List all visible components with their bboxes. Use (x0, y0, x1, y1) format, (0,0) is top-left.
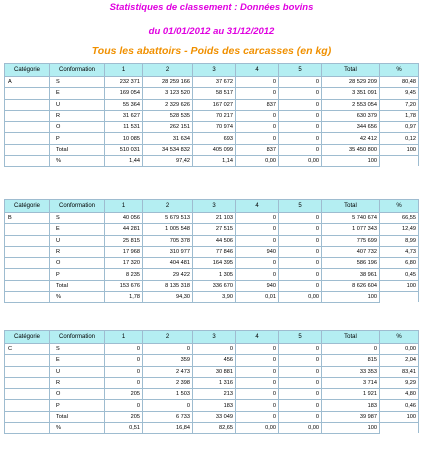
category-cell (5, 133, 50, 144)
value-cell: 0 (105, 377, 143, 388)
value-cell: 0,00 (236, 423, 279, 434)
value-cell: 528 535 (143, 110, 193, 121)
value-cell: 0 (279, 258, 322, 269)
value-cell: 775 699 (322, 235, 380, 246)
column-header: 5 (279, 200, 322, 213)
value-cell: 2 473 (143, 366, 193, 377)
value-cell: 0 (236, 258, 279, 269)
value-cell: 344 656 (322, 122, 380, 133)
value-cell: 0 (279, 366, 322, 377)
value-cell: 0 (193, 344, 236, 355)
value-cell: 0,12 (380, 133, 419, 144)
column-header: 1 (105, 64, 143, 77)
value-cell: 37 672 (193, 77, 236, 88)
table-header-row (5, 64, 419, 77)
value-cell: 0 (105, 366, 143, 377)
value-cell: 0 (236, 355, 279, 366)
column-header: % (380, 200, 419, 213)
table-row (5, 280, 419, 291)
value-cell: 4,80 (380, 389, 419, 400)
value-cell: 837 (236, 99, 279, 110)
value-cell: 169 054 (105, 88, 143, 99)
value-cell: 7,20 (380, 99, 419, 110)
column-header: 1 (105, 200, 143, 213)
category-cell: B (5, 213, 50, 224)
value-cell: 310 977 (143, 246, 193, 257)
value-cell: 0 (236, 366, 279, 377)
value-cell: 0 (105, 344, 143, 355)
value-cell: 0 (236, 224, 279, 235)
value-cell: 0 (279, 235, 322, 246)
value-cell: 5 679 513 (143, 213, 193, 224)
conformation-cell: P (50, 400, 105, 411)
value-cell: 6 733 (143, 411, 193, 422)
value-cell: 97,42 (143, 156, 193, 167)
category-cell: A (5, 77, 50, 88)
column-header: 1 (105, 331, 143, 344)
value-cell: 0 (279, 99, 322, 110)
value-cell: 0,01 (236, 292, 279, 303)
value-cell: 8 235 (105, 269, 143, 280)
value-cell: 100 (322, 156, 380, 167)
value-cell: 1 921 (322, 389, 380, 400)
conformation-cell: S (50, 213, 105, 224)
column-header: Conformation (50, 64, 105, 77)
value-cell: 0 (236, 122, 279, 133)
category-cell (5, 156, 50, 167)
value-cell: 77 846 (193, 246, 236, 257)
column-header: 3 (193, 331, 236, 344)
value-cell: 16,84 (143, 423, 193, 434)
value-cell: 1 305 (193, 269, 236, 280)
value-cell: 336 670 (193, 280, 236, 291)
conformation-cell: % (50, 156, 105, 167)
value-cell: 3,90 (193, 292, 236, 303)
value-cell: 0,00 (380, 344, 419, 355)
classification-table-b (4, 199, 419, 303)
value-cell: 8 135 318 (143, 280, 193, 291)
classification-table-a (4, 63, 419, 167)
table-row (5, 122, 419, 133)
value-cell: 39 987 (322, 411, 380, 422)
table-row (5, 411, 419, 422)
value-cell: 27 515 (193, 224, 236, 235)
value-cell: 4,73 (380, 246, 419, 257)
value-cell: 705 378 (143, 235, 193, 246)
value-cell: 2 398 (143, 377, 193, 388)
category-cell (5, 224, 50, 235)
table-row (5, 110, 419, 121)
value-cell: 9,45 (380, 88, 419, 99)
value-cell: 21 103 (193, 213, 236, 224)
value-cell: 404 481 (143, 258, 193, 269)
value-cell: 70 974 (193, 122, 236, 133)
value-cell: 815 (322, 355, 380, 366)
value-cell: 8 626 604 (322, 280, 380, 291)
value-cell: 0 (279, 122, 322, 133)
value-cell: 0 (279, 224, 322, 235)
value-cell: 2 553 054 (322, 99, 380, 110)
value-cell: 0 (105, 400, 143, 411)
value-cell: 167 027 (193, 99, 236, 110)
value-cell: 8,99 (380, 235, 419, 246)
conformation-cell: % (50, 423, 105, 434)
value-cell: 2 329 626 (143, 99, 193, 110)
value-cell: 262 151 (143, 122, 193, 133)
value-cell: 153 676 (105, 280, 143, 291)
column-header: 4 (236, 64, 279, 77)
value-cell: 586 196 (322, 258, 380, 269)
value-cell: 25 815 (105, 235, 143, 246)
value-cell: 0 (279, 411, 322, 422)
value-cell: 38 961 (322, 269, 380, 280)
value-cell: 456 (193, 355, 236, 366)
value-cell: 10 085 (105, 133, 143, 144)
value-cell: 0 (236, 110, 279, 121)
value-cell: 0 (279, 88, 322, 99)
value-cell: 1 005 548 (143, 224, 193, 235)
value-cell: 183 (193, 400, 236, 411)
value-cell: 940 (236, 246, 279, 257)
value-cell: 205 (105, 411, 143, 422)
value-cell: 1 077 343 (322, 224, 380, 235)
value-cell: 100 (322, 292, 380, 303)
table-row (5, 77, 419, 88)
table-row (5, 224, 419, 235)
value-cell: 70 217 (193, 110, 236, 121)
value-cell: 0,00 (279, 292, 322, 303)
value-cell: 0 (236, 133, 279, 144)
conformation-cell: U (50, 366, 105, 377)
table-row (5, 355, 419, 366)
table-row (5, 377, 419, 388)
classification-table-c (4, 330, 419, 434)
value-cell: 0 (279, 377, 322, 388)
category-cell (5, 88, 50, 99)
value-cell: 630 379 (322, 110, 380, 121)
value-cell: 0 (236, 88, 279, 99)
value-cell: 0 (236, 235, 279, 246)
category-cell (5, 144, 50, 155)
value-cell: 0 (236, 377, 279, 388)
value-cell: 837 (236, 144, 279, 155)
value-cell: 1,78 (380, 110, 419, 121)
value-cell: 0,00 (236, 156, 279, 167)
value-cell: 82,65 (193, 423, 236, 434)
value-cell: 58 517 (193, 88, 236, 99)
category-cell: C (5, 344, 50, 355)
table-row (5, 213, 419, 224)
value-cell: 1 316 (193, 377, 236, 388)
empty-cell (380, 156, 419, 167)
value-cell: 3 351 091 (322, 88, 380, 99)
conformation-cell: R (50, 110, 105, 121)
conformation-cell: Total (50, 144, 105, 155)
value-cell: 0,00 (279, 423, 322, 434)
value-cell: 0 (279, 269, 322, 280)
value-cell: 2,04 (380, 355, 419, 366)
value-cell: 213 (193, 389, 236, 400)
value-cell: 407 732 (322, 246, 380, 257)
column-header: Catégorie (5, 331, 50, 344)
value-cell: 0 (236, 269, 279, 280)
category-cell (5, 280, 50, 291)
column-header: 2 (143, 200, 193, 213)
conformation-cell: E (50, 355, 105, 366)
value-cell: 28 259 166 (143, 77, 193, 88)
value-cell: 0 (236, 77, 279, 88)
value-cell: 0 (279, 355, 322, 366)
value-cell: 44 506 (193, 235, 236, 246)
value-cell: 29 422 (143, 269, 193, 280)
report-subtitle: Tous les abattoirs - Poids des carcasses (en kg) (91, 45, 332, 57)
table-row (5, 344, 419, 355)
value-cell: 31 627 (105, 110, 143, 121)
value-cell: 0 (279, 133, 322, 144)
column-header: Conformation (50, 331, 105, 344)
report-period: du 01/01/2012 au 31/12/2012 (148, 26, 275, 37)
column-header: 4 (236, 331, 279, 344)
table-row (5, 133, 419, 144)
value-cell: 42 412 (322, 133, 380, 144)
value-cell: 183 (322, 400, 380, 411)
value-cell: 1,44 (105, 156, 143, 167)
column-header: Conformation (50, 200, 105, 213)
value-cell: 44 281 (105, 224, 143, 235)
category-cell (5, 377, 50, 388)
value-cell: 5 740 674 (322, 213, 380, 224)
column-header: 3 (193, 200, 236, 213)
value-cell: 0 (236, 411, 279, 422)
value-cell: 1,78 (105, 292, 143, 303)
column-header: Total (322, 64, 380, 77)
value-cell: 11 531 (105, 122, 143, 133)
table-header-row (5, 331, 419, 344)
value-cell: 66,55 (380, 213, 419, 224)
conformation-cell: R (50, 377, 105, 388)
column-header: % (380, 331, 419, 344)
category-cell (5, 423, 50, 434)
value-cell: 40 056 (105, 213, 143, 224)
table-row (5, 400, 419, 411)
conformation-cell: R (50, 246, 105, 257)
table-row (5, 366, 419, 377)
value-cell: 940 (236, 280, 279, 291)
value-cell: 0 (279, 110, 322, 121)
table-row (5, 269, 419, 280)
value-cell: 232 371 (105, 77, 143, 88)
conformation-cell: U (50, 235, 105, 246)
value-cell: 205 (105, 389, 143, 400)
table-header-row (5, 200, 419, 213)
value-cell: 34 534 832 (143, 144, 193, 155)
conformation-cell: P (50, 133, 105, 144)
value-cell: 0 (279, 213, 322, 224)
value-cell: 100 (322, 423, 380, 434)
value-cell: 9,29 (380, 377, 419, 388)
value-cell: 35 450 800 (322, 144, 380, 155)
value-cell: 94,30 (143, 292, 193, 303)
column-header: % (380, 64, 419, 77)
value-cell: 1 503 (143, 389, 193, 400)
category-cell (5, 389, 50, 400)
value-cell: 55 364 (105, 99, 143, 110)
conformation-cell: % (50, 292, 105, 303)
category-cell (5, 400, 50, 411)
value-cell: 510 031 (105, 144, 143, 155)
conformation-cell: P (50, 269, 105, 280)
table-row (5, 99, 419, 110)
conformation-cell: Total (50, 280, 105, 291)
value-cell: 31 634 (143, 133, 193, 144)
column-header: 2 (143, 64, 193, 77)
conformation-cell: Total (50, 411, 105, 422)
column-header: 4 (236, 200, 279, 213)
empty-cell (380, 292, 419, 303)
conformation-cell: O (50, 389, 105, 400)
percent-row (5, 156, 419, 167)
table-row (5, 235, 419, 246)
category-cell (5, 99, 50, 110)
value-cell: 693 (193, 133, 236, 144)
value-cell: 0 (143, 344, 193, 355)
value-cell: 0 (279, 344, 322, 355)
value-cell: 0 (279, 77, 322, 88)
value-cell: 3 714 (322, 377, 380, 388)
value-cell: 0 (143, 400, 193, 411)
value-cell: 80,48 (380, 77, 419, 88)
table-row (5, 144, 419, 155)
percent-row (5, 423, 419, 434)
value-cell: 0 (236, 213, 279, 224)
value-cell: 0 (279, 400, 322, 411)
column-header: Total (322, 331, 380, 344)
value-cell: 0,97 (380, 122, 419, 133)
value-cell: 100 (380, 144, 419, 155)
column-header: 3 (193, 64, 236, 77)
value-cell: 28 529 209 (322, 77, 380, 88)
value-cell: 0,51 (105, 423, 143, 434)
table-row (5, 389, 419, 400)
value-cell: 12,49 (380, 224, 419, 235)
value-cell: 1,14 (193, 156, 236, 167)
table-row (5, 88, 419, 99)
value-cell: 0 (322, 344, 380, 355)
category-cell (5, 235, 50, 246)
value-cell: 0 (236, 389, 279, 400)
value-cell: 0 (279, 144, 322, 155)
category-cell (5, 355, 50, 366)
value-cell: 0,45 (380, 269, 419, 280)
value-cell: 0,00 (279, 156, 322, 167)
value-cell: 164 395 (193, 258, 236, 269)
category-cell (5, 246, 50, 257)
column-header: Catégorie (5, 64, 50, 77)
category-cell (5, 258, 50, 269)
value-cell: 17 320 (105, 258, 143, 269)
conformation-cell: O (50, 122, 105, 133)
category-cell (5, 110, 50, 121)
value-cell: 0 (105, 355, 143, 366)
value-cell: 83,41 (380, 366, 419, 377)
value-cell: 0 (279, 389, 322, 400)
value-cell: 0 (236, 400, 279, 411)
category-cell (5, 122, 50, 133)
value-cell: 0 (279, 280, 322, 291)
empty-cell (380, 423, 419, 434)
report-title: Statistiques de classement : Données bovins (109, 2, 314, 13)
conformation-cell: E (50, 88, 105, 99)
table-row (5, 258, 419, 269)
conformation-cell: S (50, 344, 105, 355)
column-header: 5 (279, 64, 322, 77)
percent-row (5, 292, 419, 303)
column-header: Catégorie (5, 200, 50, 213)
value-cell: 100 (380, 280, 419, 291)
value-cell: 0 (236, 344, 279, 355)
category-cell (5, 292, 50, 303)
value-cell: 6,80 (380, 258, 419, 269)
category-cell (5, 411, 50, 422)
value-cell: 17 968 (105, 246, 143, 257)
column-header: 5 (279, 331, 322, 344)
value-cell: 405 099 (193, 144, 236, 155)
value-cell: 33 049 (193, 411, 236, 422)
value-cell: 3 123 520 (143, 88, 193, 99)
value-cell: 0 (279, 246, 322, 257)
conformation-cell: U (50, 99, 105, 110)
value-cell: 33 353 (322, 366, 380, 377)
conformation-cell: O (50, 258, 105, 269)
conformation-cell: S (50, 77, 105, 88)
value-cell: 0,46 (380, 400, 419, 411)
column-header: Total (322, 200, 380, 213)
table-row (5, 246, 419, 257)
category-cell (5, 366, 50, 377)
category-cell (5, 269, 50, 280)
column-header: 2 (143, 331, 193, 344)
conformation-cell: E (50, 224, 105, 235)
value-cell: 359 (143, 355, 193, 366)
value-cell: 100 (380, 411, 419, 422)
value-cell: 30 881 (193, 366, 236, 377)
